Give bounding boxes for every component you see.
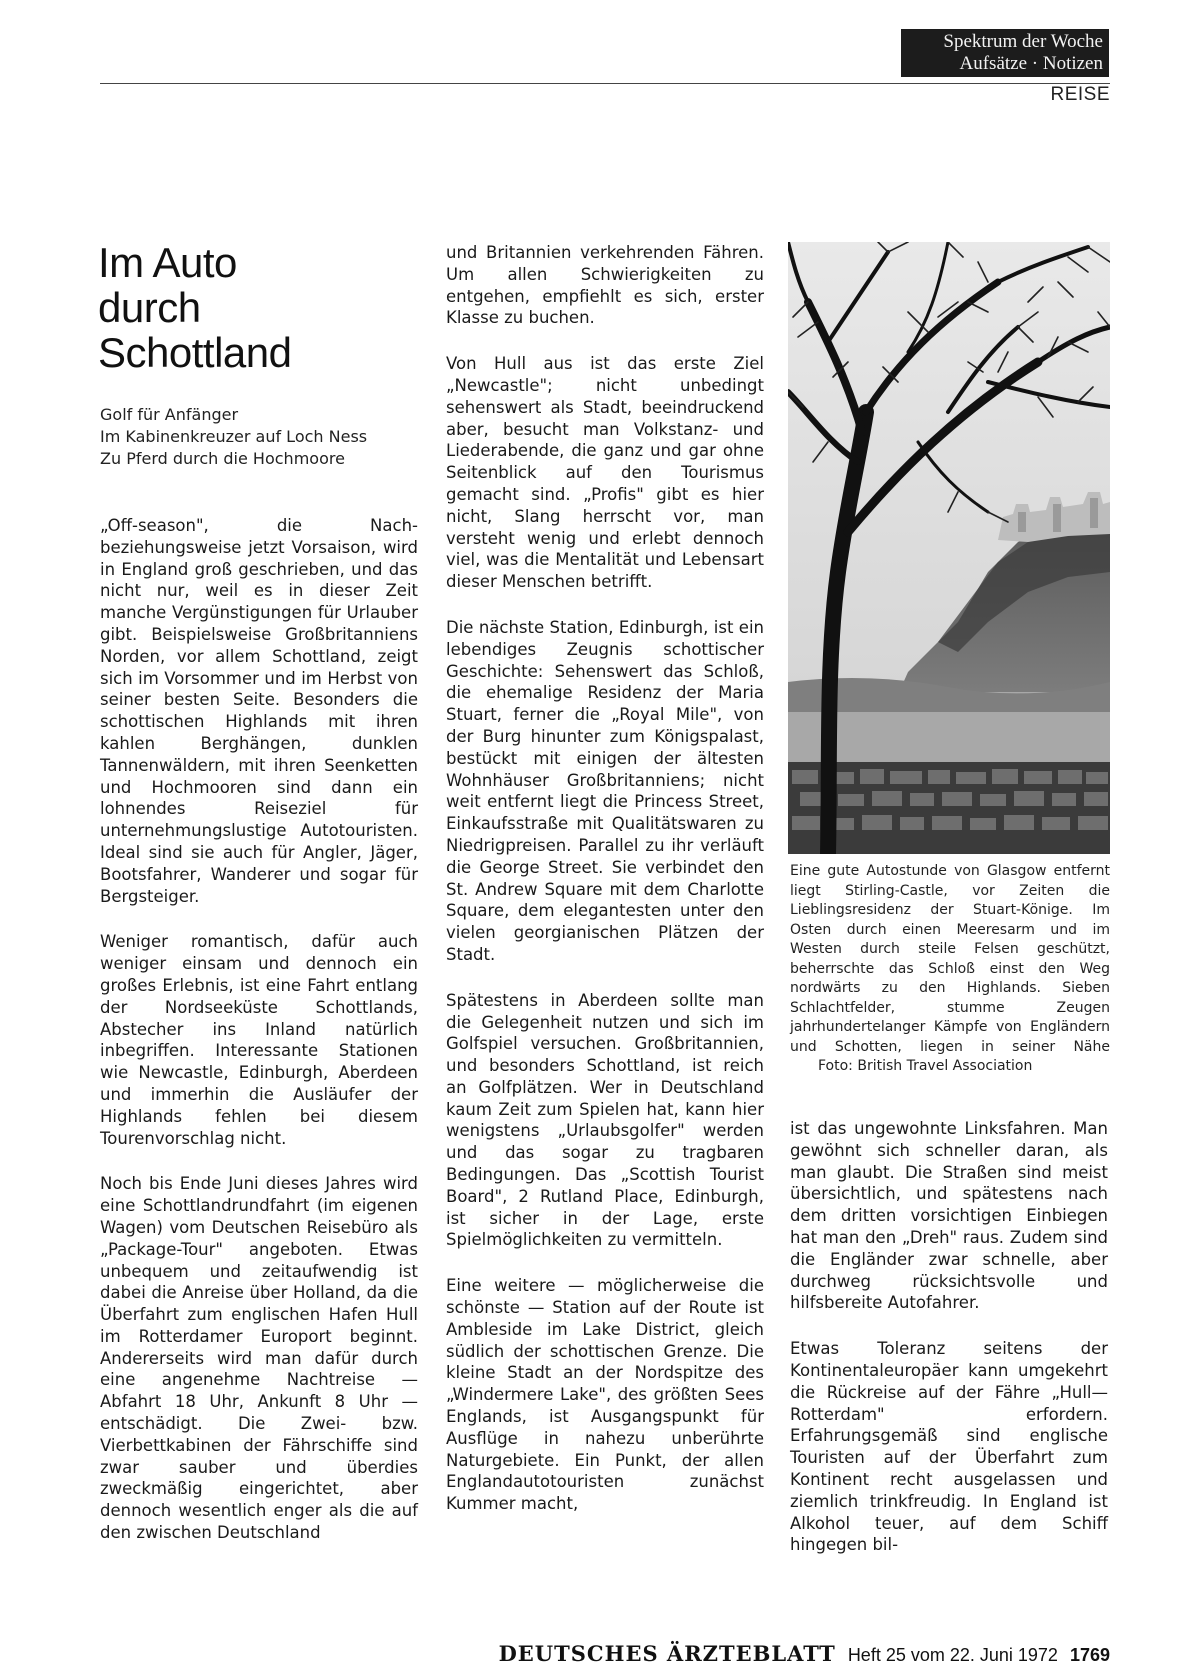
paragraph: Die nächste Station, Edinburgh, ist ein lebendiges Zeugnis schottischer Geschichte: Sehenswert das Schloß, die ehemalige Residenz der Maria Stuart, ferner die „Royal Mile", von der Burg hinunter zum Königspalast, bestückt mit einigen der ältesten Wohnhäuser Großbritanniens; nicht weit entfernt liegt die Princess Street, Einkaufsstraße mit Qualitätswaren zu Niedrigpreisen. Parallel zu ihr verläuft die George Street. Sie verbindet den St. Andrew Square mit dem Charlotte Square, dem elegantesten unter den vielen georgianischen Plätzen der Stadt. [446,617,764,964]
paragraph: „Off-season", die Nach- beziehungsweise jetzt Vorsaison, wird in England groß geschrieben, und das nicht nur, weil es in dieser Zeit manche Vergünstigungen für Urlauber gibt. Beispielsweise Großbritanniens Norden, vor allem Schottland, zeigt sich im Vorsommer und im Herbst von seiner besten Seite. Besonders die schottischen Highlands mit ihren kahlen Berghängen, dunklen Tannenwäldern, mit ihren Seenketten und Hochmooren sind dann ein lohnendes Reiseziel für unternehmungslustige Autotouristen. Ideal sind sie auch für Angler, Jäger, Bootsfahrer, Wanderer und sogar für Bergsteiger. [100,516,418,906]
issue-info: Heft 25 vom 22. Juni 1972 [847,1645,1058,1665]
badge-line-1: Spektrum der Woche [943,31,1103,52]
subhead: Im Kabinenkreuzer auf Loch Ness [100,427,368,446]
section-label: REISE [1050,84,1110,105]
subhead: Zu Pferd durch die Hochmoore [100,449,345,468]
paragraph: Weniger romantisch, dafür auch weniger einsam und dennoch ein großes Erlebnis, ist eine Fahrt entlang der Nordseeküste Schottlands, Abstecher ins Inland natürlich inbegriffen. Interessante Stationen wie Newcastle, Edinburgh, Aberdeen und immerhin die Ausläufer der Highlands fehlen bei diesem Tourenvorschlag nicht. [100,932,418,1148]
header-rule [100,83,1110,84]
paragraph: Spätestens in Aberdeen sollte man die Gelegenheit nutzen und sich im Golfspiel versuchen. Großbritannien, und besonders Schottland, ist reich an Golfplätzen. Wer in Deutschland kaum Zeit zum Spielen hat, kann hier wenigstens „Urlaubsgolfer" werden und das sogar zu tragbaren Bedingungen. Das „Scottish Tourist Board", 2 Rutland Place, Edinburgh, ist sicher in der Lage, erste Spielmöglichkeiten zu vermitteln. [446,990,764,1250]
text-column-2 [446,242,764,1539]
title-line: Schottland [98,329,292,376]
paragraph: Von Hull aus ist das erste Ziel „Newcastle"; nicht unbedingt sehenswert als Stadt, beeindruckend aber, besucht man Volkstanz- und Liederabende, die ganz und gar ohne Seitenblick auf den Tourismus gemacht sind. „Profis" gibt es hier nicht, Slang herrscht vor, man versteht wenig und erlebt dennoch viel, was die Mentalität und Lebensart dieser Menschen betrifft. [446,354,764,592]
photo-credit: Foto: British Travel Association [818,1058,1033,1074]
section-badge [901,29,1109,77]
castle-photo [788,242,1110,854]
title-line: Im Auto [98,239,237,286]
article-subheads [100,404,420,470]
paragraph: Etwas Toleranz seitens der Kontinentaleuropäer kann umgekehrt die Rückreise auf der Fähre „Hull—Rotterdam" erfordern. Erfahrungsgemäß sind englische Touristen auf der Überfahrt zum Kontinent recht ausgelassen und ziemlich trinkfreudig. In England ist Alkohol teuer, auf dem Schiff hingegen bil- [790,1339,1108,1555]
journal-name: DEUTSCHES ÄRZTEBLATT [498,1641,836,1666]
article-title [98,240,418,375]
title-line: durch [98,284,201,331]
paragraph: und Britannien verkehrenden Fähren. Um allen Schwierigkeiten zu entgehen, empfiehlt es sich, erster Klasse zu buchen. [446,243,764,328]
paragraph: Eine weitere — möglicherweise die schönste — Station auf der Route ist Ambleside im Lake District, gleich südlich der schottischen Grenze. Die kleine Stadt an der Nordspitze des „Windermere Lake", des größten Sees Englands, ist Ausgangspunkt für Ausflüge in nahezu unberührte Naturgebiete. Ein Punkt, der allen Englandautotouristen zunächst Kummer macht, [446,1276,764,1514]
text-column-3 [790,1118,1108,1580]
page-footer [496,1641,1110,1669]
paragraph: ist das ungewohnte Linksfahren. Man gewöhnt sich schneller daran, als man glaubt. Die Straßen sind meist übersichtlich, und spätestens nach dem dritten vorsichtigen Einbiegen hat man den „Dreh" raus. Zudem sind die Engländer zwar schnelle, aber durchweg rücksichtsvolle und hilfsbereite Autofahrer. [790,1119,1108,1313]
badge-line-2: Aufsätze · Notizen [959,53,1103,74]
photo-caption [790,862,1110,1077]
subhead: Golf für Anfänger [100,405,239,424]
page-number: 1769 [1069,1645,1110,1665]
paragraph: Noch bis Ende Juni dieses Jahres wird eine Schottlandrundfahrt (im eigenen Wagen) vom Deutschen Reisebüro als „Package-Tour" angeboten. Etwas unbequem und zeitaufwendig ist dabei die Anreise über Holland, da die Überfahrt zum englischen Hafen Hull im Rotterdamer Europort beginnt. Andererseits wird man dafür durch eine angenehme Nachtreise — Abfahrt 18 Uhr, Ankunft 8 Uhr — entschädigt. Die Zwei- bzw. Vierbettkabinen der Fährschiffe sind zwar sauber und überdies zweckmäßig eingerichtet, aber dennoch wesentlich enger als die auf den zwischen Deutschland [100,1174,418,1543]
text-column-1 [100,515,418,1568]
caption-text: Eine gute Autostunde von Glasgow entfernt liegt Stirling-Castle, vor Zeiten die Lieblingsresidenz der Stuart-Könige. Im Osten durch einen Meeresarm und im Westen durch steile Felsen geschützt, beherrschte das Schloß einst den Weg nordwärts zu den Highlands. Sieben Schlachtfelder, stumme Zeugen jahrhundertelanger Kämpfe von Engländern und Schotten, liegen in seiner Nähe [790,863,1110,1055]
